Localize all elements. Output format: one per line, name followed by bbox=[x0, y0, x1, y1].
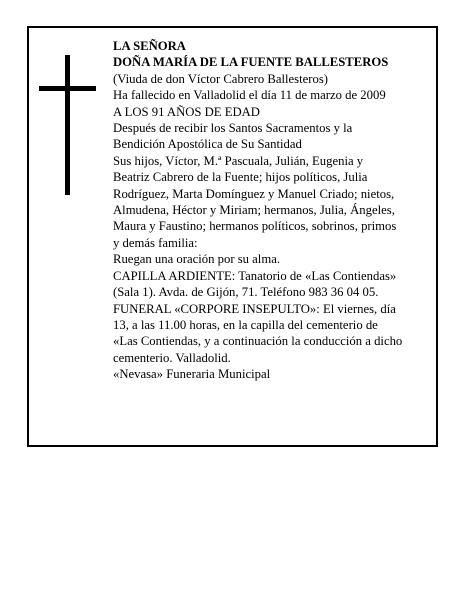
sacraments-paragraph bbox=[113, 120, 429, 153]
notice-title: LA SEÑORA bbox=[113, 39, 186, 53]
funeral-line: cementerio. Valladolid. bbox=[113, 350, 231, 365]
funeral-paragraph bbox=[113, 301, 429, 367]
family-line: y demás familia: bbox=[113, 235, 198, 250]
prayer-line: Ruegan una oración por su alma. bbox=[113, 252, 281, 267]
sacraments-line: Bendición Apostólica de Su Santidad bbox=[113, 137, 302, 152]
sacraments-line: Después de recibir los Santos Sacramentos y la bbox=[113, 121, 353, 136]
chapel-paragraph bbox=[113, 268, 429, 301]
chapel-line: CAPILLA ARDIENTE: Tanatorio de «Las Contiendas» bbox=[113, 268, 397, 283]
obituary-text bbox=[113, 38, 429, 383]
age-line: A LOS 91 AÑOS DE EDAD bbox=[113, 104, 260, 119]
cross-icon bbox=[65, 55, 70, 195]
funeral-line: FUNERAL «CORPORE INSEPULTO»: El viernes, día bbox=[113, 301, 396, 316]
chapel-line: (Sala 1). Avda. de Gijón, 71. Teléfono 983 36 04 05. bbox=[113, 285, 379, 300]
family-line: Beatriz Cabrero de la Fuente; hijos políticos, Julia bbox=[113, 170, 368, 185]
family-line: Almudena, Héctor y Miriam; hermanos, Julia, Ángeles, bbox=[113, 203, 395, 218]
death-date-line: Ha fallecido en Valladolid el día 11 de marzo de 2009 bbox=[113, 88, 386, 103]
funeral-line: 13, a las 11.00 horas, en la capilla del cementerio de bbox=[113, 317, 378, 332]
family-line: Maura y Faustino; hermanos políticos, sobrinos, primos bbox=[113, 219, 397, 234]
funeral-line: «Las Contiendas, y a continuación la conducción a dicho bbox=[113, 334, 403, 349]
funeral-home-line: «Nevasa» Funeraria Municipal bbox=[113, 367, 271, 382]
family-paragraph bbox=[113, 153, 429, 251]
deceased-name: DOÑA MARÍA DE LA FUENTE BALLESTEROS bbox=[113, 55, 389, 70]
family-line: Rodríguez, Marta Domínguez y Manuel Criado; nietos, bbox=[113, 186, 395, 201]
widow-of-line: (Viuda de don Víctor Cabrero Ballesteros) bbox=[113, 71, 328, 86]
cross-icon-bar bbox=[39, 86, 96, 91]
family-line: Sus hijos, Víctor, M.ª Pascuala, Julián, Eugenia y bbox=[113, 153, 364, 168]
